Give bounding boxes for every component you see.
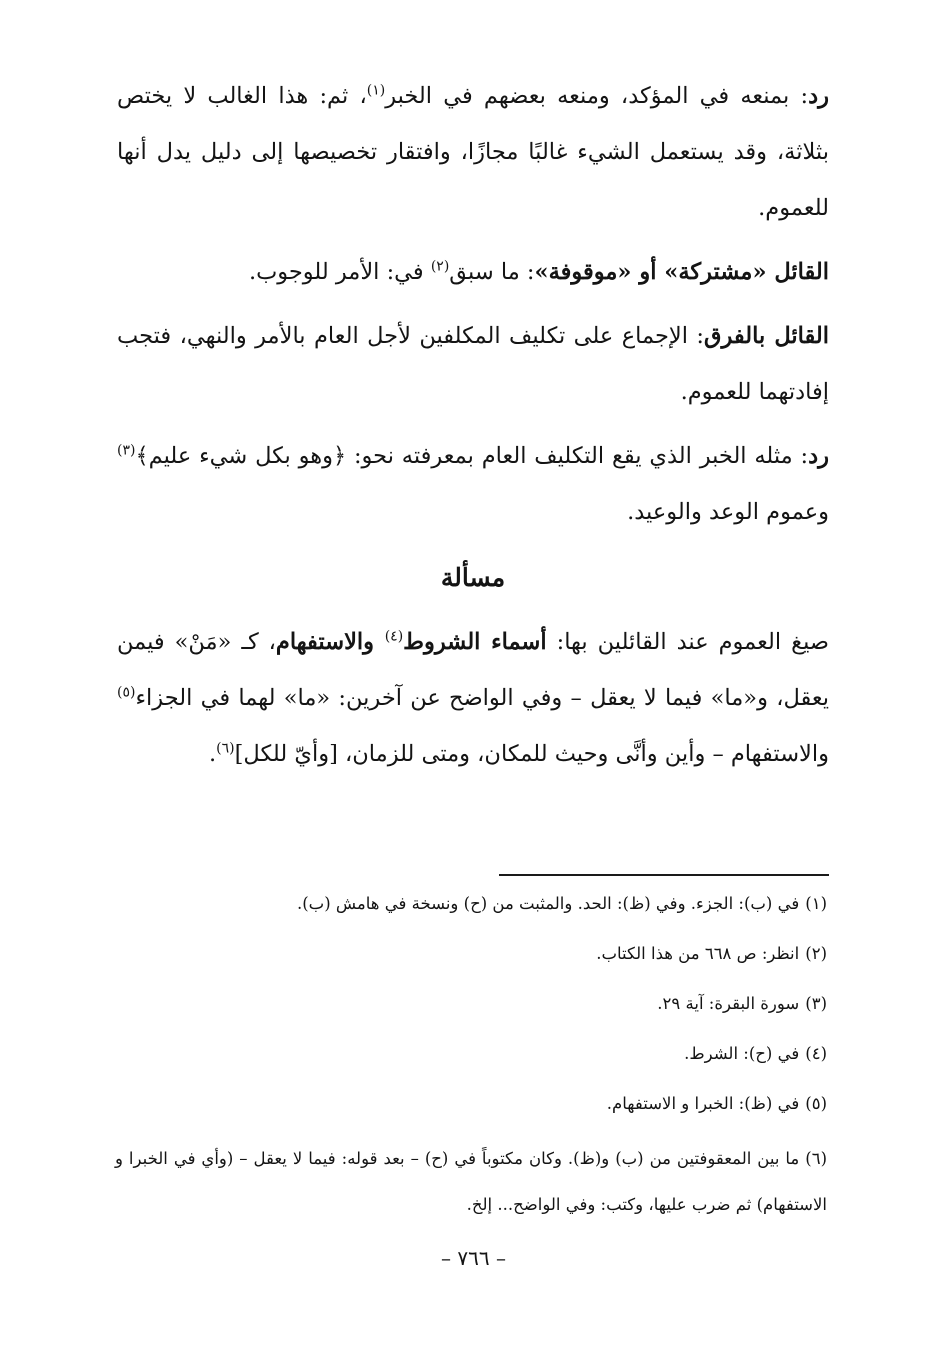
paragraph-reply-1: [117, 68, 829, 236]
footnote-text: سورة البقرة: آية ٢٩.: [657, 994, 800, 1013]
footnote-ref[interactable]: (١): [366, 82, 386, 99]
footnote-item: [115, 1086, 827, 1122]
paragraph-lead: القائل «مشتركة» أو «موقوفة»: [534, 259, 829, 285]
paragraph-text: .: [209, 741, 217, 767]
footnote-text: في (ب): الجزء. وفي (ظ): الحد. والمثبت من (ح) ونسخة في هامش (ب).: [296, 894, 800, 913]
paragraph-text: والاستفهام – وأين وأنَّى وحيث للمكان، ومتى للزمان، [وأيّ للكل]: [234, 741, 829, 767]
paragraph-text: صيغ العموم عند القائلين بها:: [546, 629, 829, 655]
footnote-number: (٥): [805, 1094, 827, 1113]
footnote-item: [115, 1136, 827, 1228]
footnote-number: (٢): [805, 944, 827, 963]
bold-term: أسماء الشروط: [403, 629, 547, 655]
footnote-ref[interactable]: (٢): [430, 258, 450, 275]
footnote-text: ما بين المعقوفتين من (ب) و(ظ). وكان مكتوباً في (ح) – بعد قوله: فيما لا يعقل – (وأي في الخبرا و الاستفهام) ثم ضرب عليها، وكتب: وفي الواضح... إلخ.: [115, 1149, 827, 1214]
footnotes-list: [115, 886, 827, 1242]
section-heading: مسألة: [440, 563, 506, 592]
footnote-text: انظر: ص ٦٦٨ من هذا الكتاب.: [596, 944, 800, 963]
paragraph-tail: وعموم الوعد والوعيد.: [627, 499, 829, 525]
paragraph-text: : ما سبق: [449, 259, 535, 285]
footnote-ref[interactable]: (٣): [117, 442, 136, 459]
paragraph-lead: رد: [808, 443, 829, 469]
footnote-number: (٦): [805, 1149, 827, 1168]
paragraph-lead: رد: [808, 83, 829, 109]
footnote-divider: [499, 874, 829, 876]
footnote-item: [115, 1036, 827, 1072]
paragraph-tail: في: الأمر للوجوب.: [248, 259, 431, 285]
paragraph-text: : الإجماع على تكليف المكلفين لأجل العام بالأمر والنهي، فتجب إفادتهما للعموم.: [117, 323, 829, 405]
footnote-item: [115, 986, 827, 1022]
paragraph-issue: [117, 614, 829, 782]
footnote-number: (٣): [805, 994, 827, 1013]
paragraph-tail: ، ثم: هذا الغالب لا يختص بثلاثة، وقد يستعمل الشيء غالبًا مجازًا، وافتقار تخصيصها إلى دليل يدل أنها للعموم.: [117, 83, 829, 221]
footnote-text: في (ظ): الخبرا و الاستفهام.: [606, 1094, 800, 1113]
paragraph-text: : مثله الخبر الذي يقع التكليف العام بمعرفته نحو: ﴿وهو بكل شيء عليم﴾: [135, 443, 809, 469]
footnote-ref[interactable]: (٦): [216, 740, 235, 757]
page-number: – ٧٦٦ –: [441, 1246, 506, 1270]
footnote-number: (١): [805, 894, 827, 913]
bold-term: والاستفهام: [275, 629, 385, 655]
footnote-ref[interactable]: (٥): [117, 684, 136, 701]
paragraph-distinction: [117, 308, 829, 420]
footnote-item: [115, 886, 827, 922]
footnote-ref[interactable]: (٤): [384, 628, 404, 645]
main-text: [117, 68, 829, 790]
footnote-number: (٤): [805, 1044, 827, 1063]
footnote-item: [115, 936, 827, 972]
paragraph-reply-2: [117, 428, 829, 540]
paragraph-lead: القائل بالفرق: [704, 323, 829, 349]
paragraph-text: : بمنعه في المؤكد، ومنعه بعضهم في الخبر: [385, 83, 809, 109]
paragraph-text: ، كـ «مَنْ» فيمن يعقل، و«ما» فيما لا يعقل – وفي الواضح عن آخرين: «ما» لهما في الجزاء: [117, 629, 829, 711]
footnote-text: في (ح): الشرط.: [684, 1044, 800, 1063]
paragraph-shared-or-suspended: [117, 244, 829, 300]
